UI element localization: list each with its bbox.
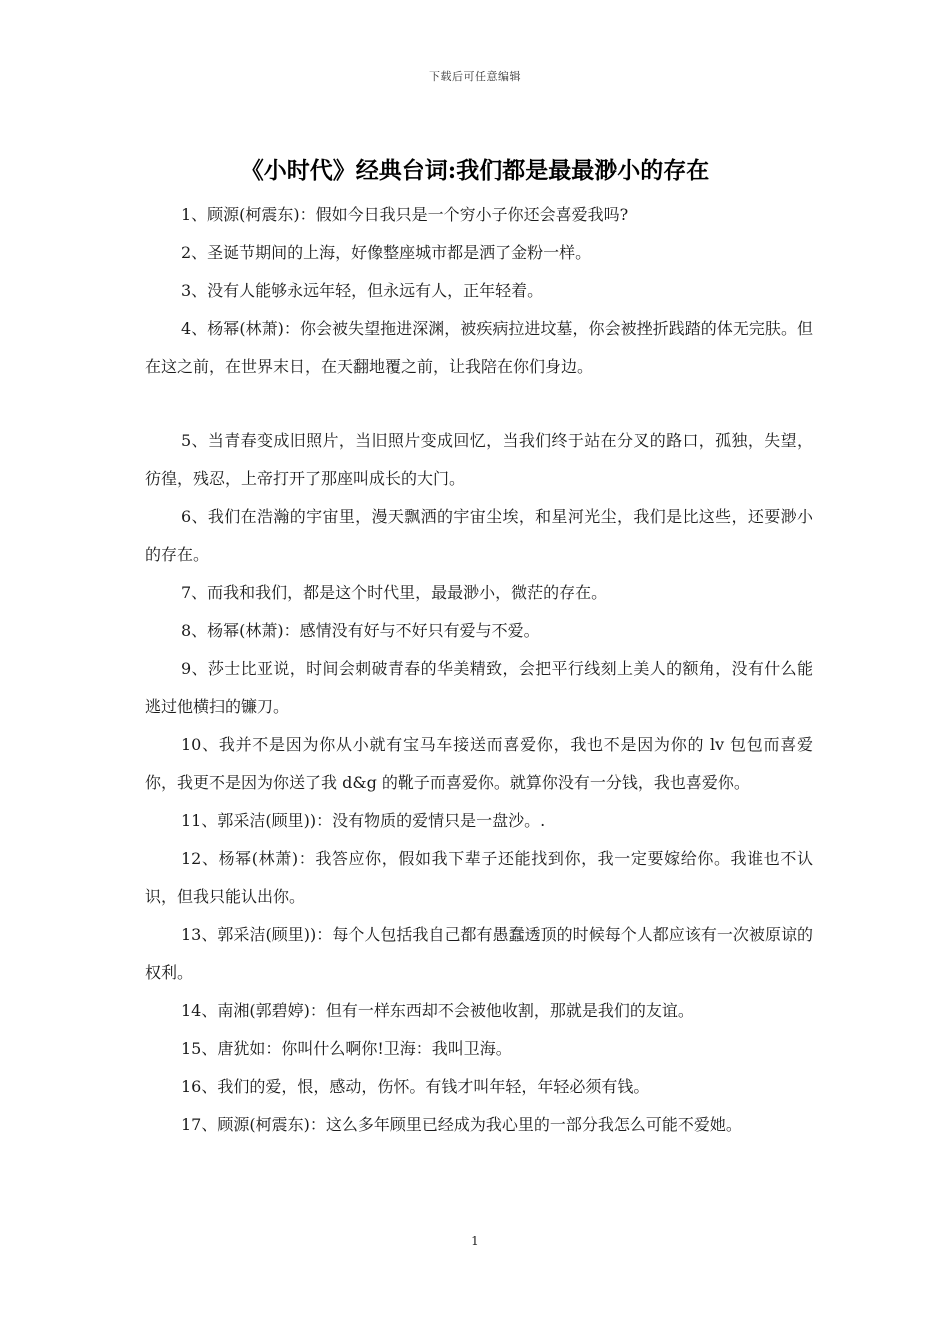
paragraph-16: 16、我们的爱，恨，感动，伤怀。有钱才叫年轻，年轻必须有钱。 bbox=[181, 1077, 650, 1096]
paragraph-5: 5、当青春变成旧照片，当旧照片变成回忆，当我们终于站在分叉的路口，孤独，失望，彷徨，残忍，上帝打开了那座叫成长的大门。 bbox=[145, 431, 813, 488]
paragraph-1: 1、顾源(柯震东)：假如今日我只是一个穷小子你还会喜爱我吗? bbox=[181, 205, 629, 224]
paragraph-6: 6、我们在浩瀚的宇宙里，漫天飘洒的宇宙尘埃，和星河光尘，我们是比这些，还要渺小的存在。 bbox=[145, 507, 813, 564]
paragraph-2: 2、圣诞节期间的上海，好像整座城市都是洒了金粉一样。 bbox=[181, 243, 592, 262]
paragraph-15: 15、唐犹如：你叫什么啊你!卫海：我叫卫海。 bbox=[181, 1039, 512, 1058]
paragraph-3: 3、没有人能够永远年轻，但永远有人，正年轻着。 bbox=[181, 281, 544, 300]
paragraph-11: 11、郭采洁(顾里))：没有物质的爱情只是一盘沙。. bbox=[181, 811, 546, 830]
paragraph-7: 7、而我和我们，都是这个时代里，最最渺小，微茫的存在。 bbox=[181, 583, 608, 602]
page-number: 1 bbox=[471, 1234, 479, 1248]
paragraph-13: 13、郭采洁(顾里))：每个人包括我自己都有愚蠢透顶的时候每个人都应该有一次被原谅的权利。 bbox=[145, 925, 813, 982]
paragraph-4: 4、杨幂(林萧)：你会被失望拖进深渊，被疾病拉进坟墓，你会被挫折践踏的体无完肤。但在这之前，在世界末日，在天翻地覆之前，让我陪在你们身边。 bbox=[145, 319, 813, 376]
paragraph-10: 10、我并不是因为你从小就有宝马车接送而喜爱你，我也不是因为你的 lv 包包而喜爱你，我更不是因为你送了我 d&g 的靴子而喜爱你。就算你没有一分钱，我也喜爱你。 bbox=[145, 735, 813, 792]
page-title: 《小时代》经典台词:我们都是最最渺小的存在 bbox=[240, 157, 710, 184]
header-note: 下载后可任意编辑 bbox=[429, 70, 521, 83]
paragraph-9: 9、莎士比亚说，时间会刺破青春的华美精致，会把平行线刻上美人的额角，没有什么能逃过他横扫的镰刀。 bbox=[145, 659, 813, 716]
paragraph-12: 12、杨幂(林萧)：我答应你，假如我下辈子还能找到你，我一定要嫁给你。我谁也不认识，但我只能认出你。 bbox=[145, 849, 813, 906]
paragraph-14: 14、南湘(郭碧婷)：但有一样东西却不会被他收割，那就是我们的友谊。 bbox=[181, 1001, 694, 1020]
document-body bbox=[145, 196, 813, 1144]
paragraph-8: 8、杨幂(林萧)：感情没有好与不好只有爱与不爱。 bbox=[181, 621, 540, 640]
paragraph-17: 17、顾源(柯震东)：这么多年顾里已经成为我心里的一部分我怎么可能不爱她。 bbox=[181, 1115, 742, 1134]
